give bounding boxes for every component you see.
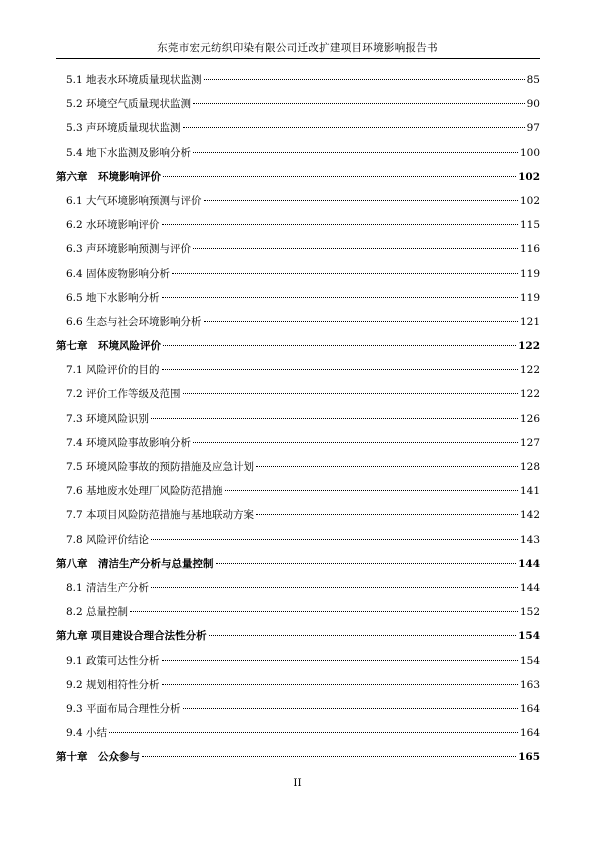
toc-entry-title: 6.6 生态与社会环境影响分析: [66, 315, 202, 328]
dot-leader: [109, 732, 518, 733]
dot-leader: [193, 442, 518, 443]
dot-leader: [193, 103, 525, 104]
toc-section-entry[interactable]: [56, 362, 540, 386]
running-header-title: 东莞市宏元纺织印染有限公司迁改扩建项目环境影响报告书: [157, 42, 438, 54]
toc-entry-page-number: 97: [526, 122, 540, 135]
toc-entry-page-number: 165: [518, 751, 540, 764]
toc-entry-title: 5.1 地表水环境质量现状监测: [66, 74, 202, 86]
dot-leader: [183, 393, 518, 394]
toc-entry-page-number: 119: [519, 291, 540, 304]
toc-chapter-entry[interactable]: [56, 556, 540, 580]
toc-section-entry[interactable]: [56, 96, 540, 120]
toc-section-entry[interactable]: [56, 266, 540, 290]
toc-entry-page-number: 115: [519, 219, 540, 232]
dot-leader: [209, 635, 516, 636]
toc-entry-title: 5.3 声环境质量现状监测: [66, 122, 181, 135]
toc-entry-title: 9.3 平面布局合理性分析: [66, 702, 181, 715]
toc-section-entry[interactable]: [56, 725, 540, 749]
toc-entry-page-number: 85: [526, 74, 540, 86]
toc-entry-title: 6.2 水环境影响评价: [66, 219, 160, 232]
toc-entry-title: 6.4 固体废物影响分析: [66, 267, 171, 280]
toc-section-entry[interactable]: [56, 314, 540, 338]
toc-entry-title: 7.5 环境风险事故的预防措施及应急计划: [66, 461, 255, 473]
toc-entry-title: 第九章 项目建设合理合法性分析: [56, 630, 207, 643]
toc-entry-title: 9.1 政策可达性分析: [66, 654, 160, 667]
toc-entry-page-number: 144: [519, 581, 540, 594]
toc-section-entry[interactable]: [56, 145, 540, 169]
page-number: II: [293, 777, 302, 789]
toc-entry-page-number: 122: [519, 388, 540, 401]
toc-entry-page-number: 116: [519, 243, 540, 256]
toc-entry-page-number: 154: [519, 654, 540, 667]
toc-chapter-entry[interactable]: [56, 338, 540, 362]
toc-entry-page-number: 122: [519, 364, 540, 377]
toc-chapter-entry[interactable]: [56, 628, 540, 652]
toc-entry-title: 9.2 规划相符性分析: [66, 678, 160, 691]
toc-section-entry[interactable]: [56, 532, 540, 556]
toc-entry-title: 7.8 风险评价结论: [66, 533, 150, 546]
toc-entry-page-number: 126: [519, 412, 540, 425]
toc-entry-page-number: 163: [519, 678, 540, 691]
toc-entry-title: 第八章 清洁生产分析与总量控制: [56, 557, 214, 570]
toc-section-entry[interactable]: [56, 120, 540, 144]
toc-entry-page-number: 164: [519, 727, 540, 740]
toc-entry-title: 8.2 总量控制: [66, 606, 129, 619]
toc-entry-title: 5.2 环境空气质量现状监测: [66, 98, 192, 111]
toc-section-entry[interactable]: [56, 241, 540, 265]
toc-section-entry[interactable]: [56, 677, 540, 701]
toc-entry-page-number: 143: [519, 533, 540, 546]
toc-entry-page-number: 121: [519, 315, 540, 328]
dot-leader: [162, 369, 518, 370]
toc-section-entry[interactable]: [56, 653, 540, 677]
toc-section-entry[interactable]: [56, 604, 540, 628]
toc-entry-page-number: 122: [518, 340, 540, 353]
dot-leader: [204, 79, 525, 80]
dot-leader: [183, 708, 518, 709]
toc-entry-title: 7.3 环境风险识别: [66, 412, 150, 425]
toc-section-entry[interactable]: [56, 217, 540, 241]
dot-leader: [256, 514, 518, 515]
dot-leader: [151, 539, 518, 540]
dot-leader: [183, 127, 525, 128]
toc-entry-page-number: 144: [518, 557, 540, 570]
toc-section-entry[interactable]: [56, 411, 540, 435]
dot-leader: [163, 345, 516, 346]
toc-entry-page-number: 154: [518, 630, 540, 643]
toc-entry-page-number: 90: [526, 98, 540, 111]
dot-leader: [162, 684, 518, 685]
dot-leader: [204, 321, 518, 322]
toc-section-entry[interactable]: [56, 483, 540, 507]
toc-entry-title: 9.4 小结: [66, 727, 108, 740]
dot-leader: [163, 176, 516, 177]
toc-entry-title: 第七章 环境风险评价: [56, 340, 161, 353]
toc-section-entry[interactable]: [56, 290, 540, 314]
toc-chapter-entry[interactable]: [56, 169, 540, 193]
toc-entry-title: 7.1 风险评价的目的: [66, 364, 160, 377]
toc-section-entry[interactable]: [56, 435, 540, 459]
toc-entry-title: 7.2 评价工作等级及范围: [66, 388, 181, 401]
dot-leader: [225, 490, 518, 491]
toc-entry-title: 8.1 清洁生产分析: [66, 581, 150, 594]
toc-entry-title: 7.7 本项目风险防范措施与基地联动方案: [66, 509, 255, 522]
toc-entry-title: 6.1 大气环境影响预测与评价: [66, 194, 202, 207]
toc-section-entry[interactable]: [56, 580, 540, 604]
toc-entry-title: 第十章 公众参与: [56, 751, 140, 764]
dot-leader: [162, 297, 518, 298]
toc-entry-page-number: 102: [519, 194, 540, 207]
toc-entry-page-number: 152: [519, 606, 540, 619]
dot-leader: [151, 587, 518, 588]
table-of-contents: [56, 72, 540, 773]
dot-leader: [172, 273, 518, 274]
dot-leader: [204, 200, 518, 201]
dot-leader: [193, 248, 518, 249]
toc-section-entry[interactable]: [56, 459, 540, 483]
toc-entry-title: 6.5 地下水影响分析: [66, 291, 160, 304]
dot-leader: [256, 466, 518, 467]
header-rule: [56, 58, 540, 59]
toc-entry-page-number: 119: [519, 267, 540, 280]
toc-entry-page-number: 100: [519, 146, 540, 159]
toc-entry-title: 6.3 声环境影响预测与评价: [66, 243, 192, 256]
toc-entry-title: 7.6 基地废水处理厂风险防范措施: [66, 485, 223, 498]
toc-section-entry[interactable]: [56, 507, 540, 531]
toc-section-entry[interactable]: [56, 72, 540, 96]
toc-entry-title: 7.4 环境风险事故影响分析: [66, 436, 192, 449]
toc-section-entry[interactable]: [56, 701, 540, 725]
dot-leader: [193, 152, 518, 153]
toc-entry-page-number: 102: [518, 170, 540, 183]
dot-leader: [216, 563, 517, 564]
dot-leader: [130, 611, 518, 612]
toc-entry-page-number: 141: [519, 485, 540, 498]
dot-leader: [151, 418, 518, 419]
toc-entry-title: 第六章 环境影响评价: [56, 170, 161, 183]
toc-section-entry[interactable]: [56, 193, 540, 217]
toc-entry-page-number: 128: [519, 461, 540, 473]
toc-entry-page-number: 164: [519, 702, 540, 715]
dot-leader: [142, 756, 516, 757]
dot-leader: [162, 224, 518, 225]
toc-entry-title: 5.4 地下水监测及影响分析: [66, 146, 192, 159]
toc-section-entry[interactable]: [56, 386, 540, 410]
toc-entry-page-number: 127: [519, 436, 540, 449]
toc-chapter-entry[interactable]: [56, 749, 540, 773]
toc-entry-page-number: 142: [519, 509, 540, 522]
dot-leader: [162, 660, 518, 661]
